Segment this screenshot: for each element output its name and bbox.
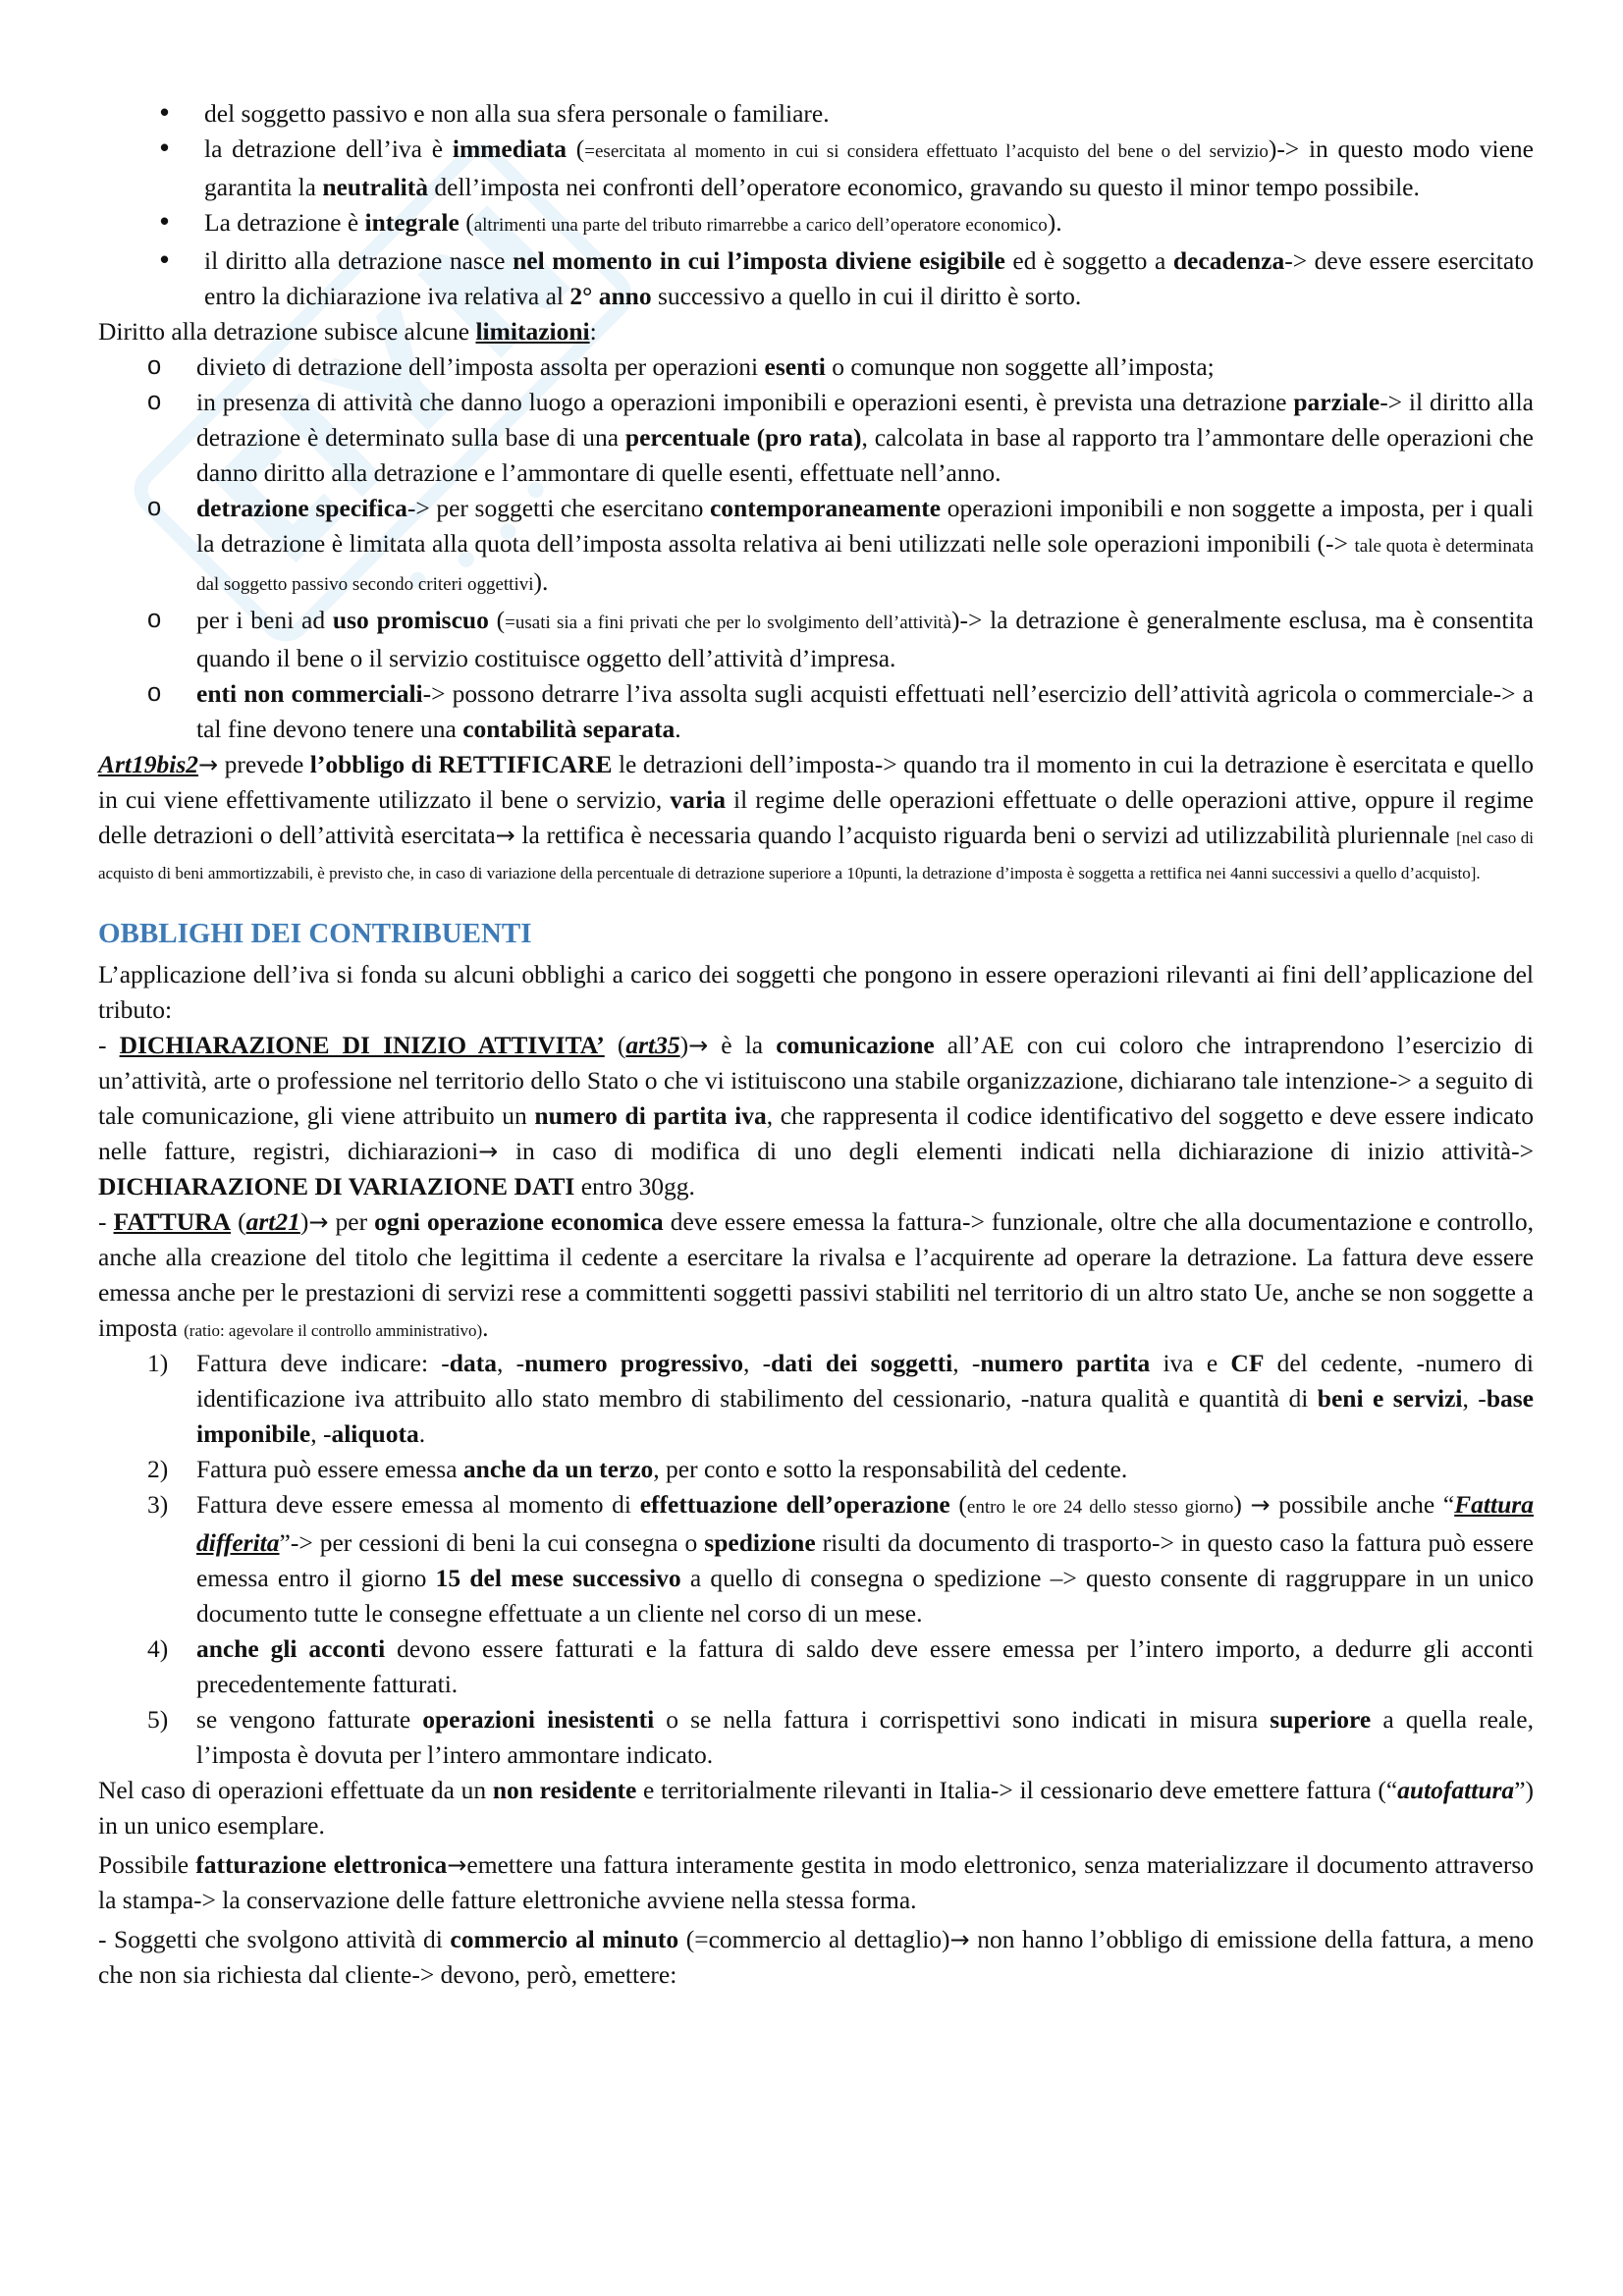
- term: beni e servizi: [1317, 1384, 1463, 1413]
- term-integrale: integrale: [364, 208, 460, 237]
- text: per: [328, 1207, 375, 1236]
- term: numero partita: [980, 1349, 1151, 1377]
- text: ): [299, 1207, 309, 1236]
- article-reference: art21: [245, 1207, 300, 1236]
- obblighi-intro: L’applicazione dell’iva si fonda su alcuni obblighi a carico dei soggetti che pongono in essere operazioni rilevanti ai fini dell’applicazione del tributo:: [98, 960, 1534, 1024]
- term-limitazioni: limitazioni: [475, 317, 590, 346]
- text: ).: [1047, 208, 1062, 237]
- term: superiore: [1270, 1705, 1372, 1734]
- text: a quella reale, l’imposta è dovuta per l’intero ammontare indicato.: [196, 1705, 1534, 1769]
- text: se vengono fatturate: [196, 1705, 423, 1734]
- arrow-right-icon: →: [688, 1032, 709, 1059]
- term-neutralita: neutralità: [322, 173, 429, 201]
- text: -> possono detrarre l’iva assolta sugli acquisti effettuati nell’esercizio dell’attività agricola o commerciale-> a tal fine devono tenere una: [196, 679, 1534, 743]
- text: all’AE con cui coloro che intraprendono l’esercizio di un’attività, arte o professione nel territorio dello Stato o che vi istituiscono una stabile organizzazione, dichiarano tale intenzione-> a seguito di tale comunicazione, gli viene attribuito un: [98, 1031, 1534, 1130]
- note-small: entro le ore 24 dello stesso giorno: [966, 1497, 1234, 1518]
- elettronica-paragraph: [98, 1847, 1534, 1918]
- text: Possibile: [98, 1850, 196, 1879]
- text: possibile anche “: [1270, 1490, 1455, 1519]
- term-autofattura: autofattura: [1397, 1776, 1515, 1804]
- note-small: =usati sia a fini privati che per lo svolgimento dell’attività: [505, 613, 951, 633]
- term-esigibile: nel momento in cui l’imposta diviene esigibile: [513, 246, 1005, 275]
- note-extra-small: (ratio: agevolare il controllo amministrativo): [184, 1321, 483, 1340]
- text: (=commercio al dettaglio): [678, 1925, 950, 1953]
- text: , -: [743, 1349, 772, 1377]
- text: la detrazione dell’iva è: [204, 134, 453, 163]
- note-small: altrimenti una parte del tributo rimarrebbe a carico dell’operatore economico: [473, 215, 1048, 236]
- term: operazioni inesistenti: [422, 1705, 655, 1734]
- term-uso-promiscuo: uso promiscuo: [332, 606, 489, 634]
- term: base imponibile: [196, 1384, 1534, 1448]
- item-number: 4): [147, 1634, 169, 1663]
- section-title-obblighi: OBBLIGHI DEI CONTRIBUENTI: [98, 918, 532, 949]
- text: (: [488, 606, 506, 634]
- item-number: 1): [147, 1349, 169, 1377]
- term: data: [449, 1349, 497, 1377]
- text: o se nella fattura i corrispettivi sono indicati in misura: [654, 1705, 1271, 1734]
- text: (: [231, 1207, 246, 1236]
- text: :: [589, 317, 597, 346]
- text: (: [604, 1031, 626, 1059]
- term-variazione-dati: DICHIARAZIONE DI VARIAZIONE DATI: [98, 1172, 575, 1201]
- text: in presenza di attività che danno luogo a operazioni imponibili e operazioni esenti, è prevista una detrazione: [196, 388, 1294, 416]
- term: aliquota: [331, 1419, 419, 1448]
- term-esenti: esenti: [764, 352, 826, 381]
- text: , -: [1462, 1384, 1487, 1413]
- bullet-continuation: [98, 96, 1534, 132]
- text: prevede: [218, 750, 310, 778]
- text: -> deve essere esercitato entro la dichiarazione iva relativa al: [204, 246, 1534, 310]
- arrow-right-icon: →: [478, 1138, 499, 1165]
- intro-bullet-list: [98, 96, 1534, 314]
- term-contabilita-separata: contabilità separata: [462, 715, 676, 743]
- term: numero progressivo: [524, 1349, 743, 1377]
- term-fattura: FATTURA: [113, 1207, 232, 1236]
- article-reference: art35: [625, 1031, 680, 1059]
- autofattura-paragraph: [98, 1773, 1534, 1843]
- term-secondo-anno: 2° anno: [569, 282, 652, 310]
- text: dell’imposta nei confronti dell’operatore economico, gravando su questo il minor tempo possibile.: [428, 173, 1420, 201]
- text: , calcolata in base al rapporto tra l’ammontare delle operazioni che danno diritto alla detrazione e l’ammontare di quelle esenti, effettuate nell’anno.: [196, 423, 1534, 487]
- text: (: [949, 1490, 967, 1519]
- bullet-integrale: [98, 205, 1534, 243]
- term-parziale: parziale: [1293, 388, 1380, 416]
- text: Nel caso di operazioni effettuate da un: [98, 1776, 493, 1804]
- term: effettuazione dell’operazione: [639, 1490, 950, 1519]
- text: Fattura può essere emessa: [196, 1455, 463, 1483]
- text: è la: [708, 1031, 777, 1059]
- text: iva e: [1150, 1349, 1231, 1377]
- numbered-item-4: [98, 1631, 1534, 1702]
- text: Diritto alla detrazione subisce alcune: [98, 317, 476, 346]
- text: deve essere emessa la fattura-> funzionale, oltre che alla documentazione e controllo, anche alla creazione del titolo che legittima il cedente a esercitare la rivalsa e l’acquirente ad operare la detrazione. La fattura deve essere emessa anche per le prestazioni di servizi rese a committenti soggetti passivi stabiliti nel territorio di un altro stato Ue, anche se non soggette a imposta: [98, 1207, 1534, 1342]
- note-small: tale quota è determinata dal soggetto passivo secondo criteri oggettivi: [196, 536, 1534, 595]
- limitazione-specifica: [98, 491, 1534, 603]
- term-dichiarazione-inizio: DICHIARAZIONE DI INIZIO ATTIVITA’: [119, 1031, 605, 1059]
- text: entro 30gg.: [574, 1172, 695, 1201]
- text: -: [98, 1207, 114, 1236]
- text: )-> in questo modo viene garantita la: [204, 134, 1534, 201]
- numbered-item-3: [98, 1487, 1534, 1631]
- term-contemporaneamente: contemporaneamente: [709, 494, 942, 522]
- term-pro-rata: percentuale (pro rata): [624, 423, 862, 452]
- text: del cedente, -numero di identificazione iva attribuito allo stato membro di stabilimento del cessionario, -natura qualità e quantità di: [196, 1349, 1534, 1413]
- term-enti-non-commerciali: enti non commerciali: [196, 679, 423, 708]
- text: ”) in un unico esemplare.: [98, 1776, 1534, 1840]
- text: -> il diritto alla detrazione è determinato sulla base di una: [196, 388, 1534, 452]
- text: )-> la detrazione è generalmente esclusa, ma è consentita quando il bene o il servizio costituisce oggetto dell’attività d’impresa.: [196, 606, 1534, 672]
- text: (: [567, 134, 585, 163]
- item-number: 2): [147, 1455, 169, 1483]
- term-rettificare: l’obbligo di RETTIFICARE: [309, 750, 613, 778]
- text: operazioni imponibili e non soggette a imposta, per i quali la detrazione è limitata alla quota dell’imposta assolta relativa ai beni utilizzati nelle sole operazioni imponibili (->: [196, 494, 1534, 558]
- text: ed è soggetto a: [1004, 246, 1173, 275]
- term-varia: varia: [670, 785, 726, 814]
- text: per i beni ad: [196, 606, 333, 634]
- text: e territorialmente rilevanti in Italia-> il cessionario deve emettere fattura (“: [636, 1776, 1398, 1804]
- term-decadenza: decadenza: [1172, 246, 1285, 275]
- term: spedizione: [704, 1528, 816, 1557]
- text: Fattura deve indicare: -: [196, 1349, 450, 1377]
- arrow-right-icon: →: [495, 822, 515, 849]
- limitazione-enti: [98, 676, 1534, 747]
- arrow-right-icon: →: [447, 1851, 467, 1879]
- limitazioni-list: [98, 349, 1534, 747]
- term-immediata: immediata: [452, 134, 568, 163]
- text: -: [98, 1031, 120, 1059]
- term-partita-iva: numero di partita iva: [534, 1101, 767, 1130]
- term-ogni-operazione: ogni operazione economica: [374, 1207, 664, 1236]
- note-small: =esercitata al momento in cui si considera effettuato l’acquisto del bene o del servizio: [584, 141, 1269, 162]
- text: , -: [310, 1419, 332, 1448]
- term-comunicazione: comunicazione: [776, 1031, 935, 1059]
- term-fattura-differita: Fattura differita: [196, 1490, 1534, 1557]
- text: , -: [952, 1349, 981, 1377]
- text: o comunque non soggette all’imposta;: [825, 352, 1215, 381]
- document-page: [98, 96, 1534, 1993]
- text: il regime delle operazioni effettuate o delle operazioni attive, oppure il regime delle detrazioni o dell’attività esercitata: [98, 785, 1534, 849]
- text: .: [418, 1419, 426, 1448]
- fattura-numbered-list: [98, 1346, 1534, 1773]
- minuto-paragraph: [98, 1922, 1534, 1993]
- limitazione-divieto: [98, 349, 1534, 385]
- numbered-item-5: [98, 1702, 1534, 1773]
- text: , che rappresenta il codice identificativo del soggetto e deve essere indicato nelle fatture, registri, dichiarazioni: [98, 1101, 1534, 1165]
- arrow-right-icon: →: [308, 1208, 329, 1236]
- term: anche da un terzo: [462, 1455, 654, 1483]
- term-fatturazione-elettronica: fatturazione elettronica: [195, 1850, 448, 1879]
- text: il diritto alla detrazione nasce: [204, 246, 514, 275]
- text: la rettifica è necessaria quando l’acquisto riguarda beni o servizi ad utilizzabilità pluriennale: [514, 821, 1457, 849]
- term-non-residente: non residente: [492, 1776, 637, 1804]
- fattura-paragraph: [98, 1204, 1534, 1346]
- text: in caso di modifica di uno degli elementi indicati nella dichiarazione di inizio attività->: [498, 1137, 1534, 1165]
- art19bis2-paragraph: [98, 747, 1534, 888]
- text: ): [679, 1031, 689, 1059]
- text: emettere una fattura interamente gestita in modo elettronico, senza materializzare il documento attraverso la stampa-> la conservazione delle fatture elettroniche avviene nella stessa forma.: [98, 1850, 1535, 1914]
- text: , per conto e sotto la responsabilità del cedente.: [653, 1455, 1128, 1483]
- bullet-diritto: [98, 243, 1534, 314]
- term: dati dei soggetti: [771, 1349, 953, 1377]
- article-reference: Art19bis2: [98, 750, 199, 778]
- numbered-item-2: [98, 1452, 1534, 1487]
- text: (: [459, 208, 474, 237]
- arrow-right-icon: →: [949, 1926, 970, 1953]
- continuation-text: del soggetto passivo e non alla sua sfera personale o familiare.: [204, 99, 830, 128]
- item-number: 5): [147, 1705, 169, 1734]
- text: Fattura deve essere emessa al momento di: [196, 1490, 640, 1519]
- item-number: 3): [147, 1490, 169, 1519]
- term: CF: [1230, 1349, 1265, 1377]
- text: -> per soggetti che esercitano: [406, 494, 710, 522]
- term: anche gli acconti: [196, 1634, 386, 1663]
- text: ).: [533, 567, 549, 596]
- text: non hanno l’obbligo di emissione della fattura, a meno che non sia richiesta dal cliente-> devono, però, emettere:: [98, 1925, 1534, 1989]
- bullet-immediata: [98, 132, 1534, 205]
- text: successivo a quello in cui il diritto è sorto.: [651, 282, 1082, 310]
- text: , -: [496, 1349, 525, 1377]
- term-commercio-al-minuto: commercio al minuto: [450, 1925, 679, 1953]
- term: 15 del mese successivo: [435, 1564, 681, 1592]
- text: La detrazione è: [204, 208, 365, 237]
- term-detrazione-specifica: detrazione specifica: [196, 494, 407, 522]
- limitazione-parziale: [98, 385, 1534, 491]
- text: a quello di consegna o spedizione –> questo consente di raggruppare in un unico documento tutte le consegne effettuate a un cliente nel corso di un mese.: [196, 1564, 1534, 1628]
- limitazione-promiscuo: [98, 603, 1534, 676]
- text: divieto di detrazione dell’imposta assolta per operazioni: [196, 352, 765, 381]
- text: le detrazioni dell’imposta-> quando tra il momento in cui la detrazione è esercitata e quello in cui viene effettivamente utilizzato il bene o servizio,: [98, 750, 1534, 814]
- arrow-right-icon: →: [198, 751, 219, 778]
- note-extra-small: [nel caso di acquisto di beni ammortizzabili, è previsto che, in caso di variazione della percentuale di detrazione superiore a 10punti, la detrazione d’imposta è soggetta a rettifica nei 4anni successivi a quello d’acquisto].: [98, 828, 1535, 882]
- text: risulti da documento di trasporto-> in questo caso la fattura può essere emessa entro il giorno: [196, 1528, 1534, 1592]
- limitazioni-heading: [98, 314, 1534, 349]
- text: devono essere fatturati e la fattura di saldo deve essere emessa per l’intero importo, a dedurre gli acconti precedentemente fatturati.: [196, 1634, 1534, 1698]
- numbered-item-1: [98, 1346, 1534, 1452]
- text: ”-> per cessioni di beni la cui consegna o: [279, 1528, 705, 1557]
- arrow-right-icon: →: [1250, 1491, 1271, 1519]
- text: .: [675, 715, 681, 743]
- text: ): [1233, 1490, 1251, 1519]
- dichiarazione-paragraph: [98, 1028, 1534, 1204]
- text: - Soggetti che svolgono attività di: [98, 1925, 451, 1953]
- text: .: [482, 1313, 489, 1342]
